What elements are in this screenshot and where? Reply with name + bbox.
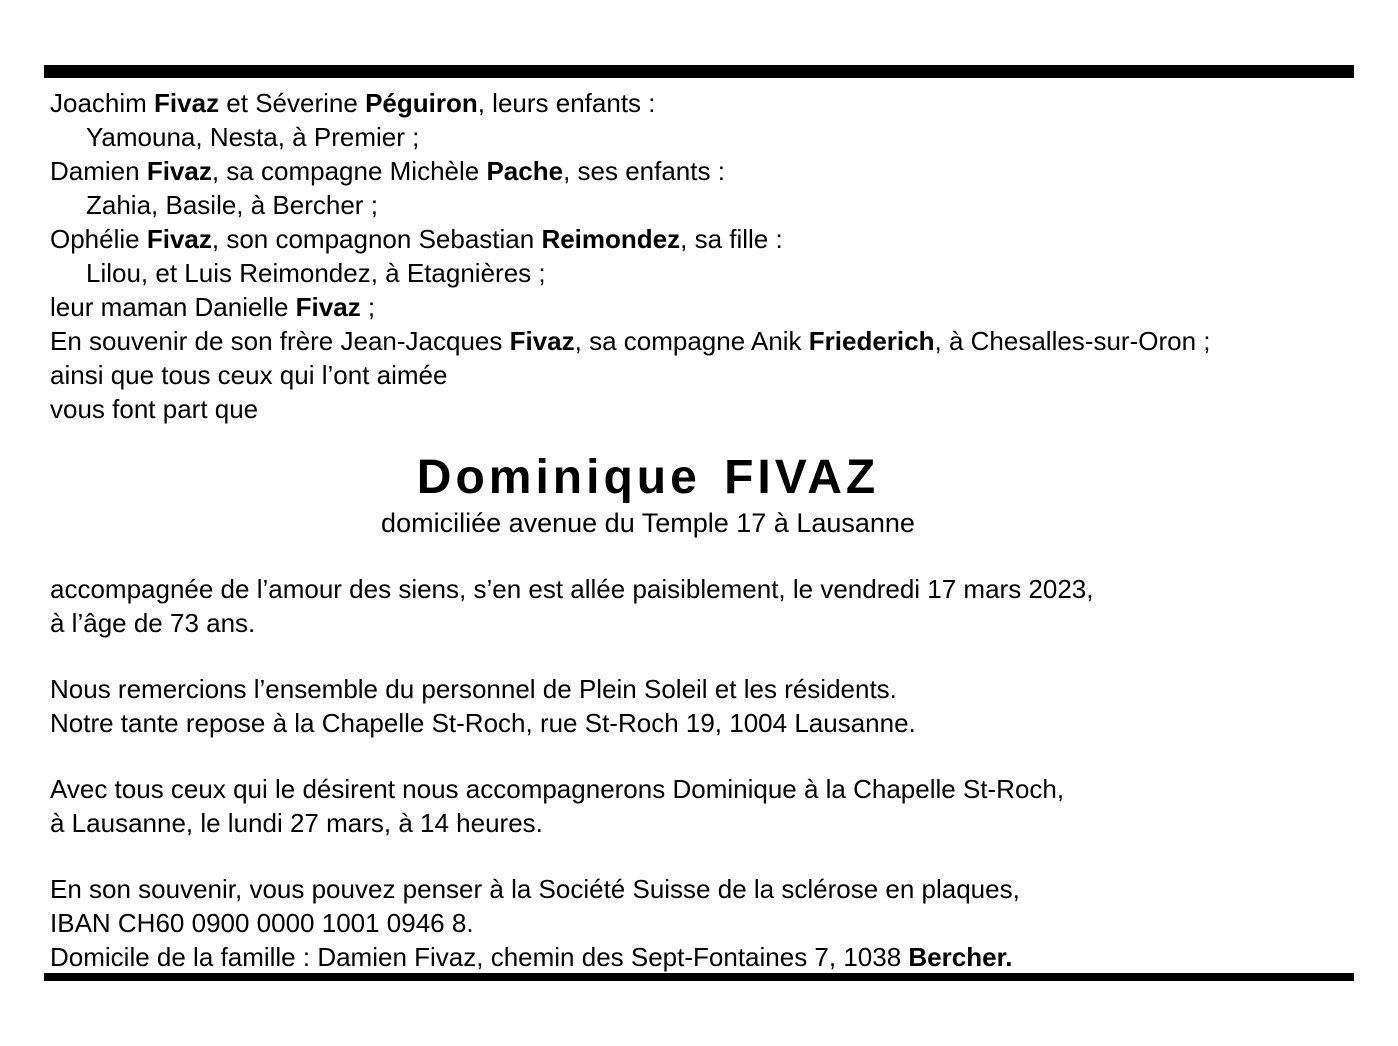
intro-line-8 — [50, 324, 1360, 358]
text-run-bold: Fivaz — [146, 156, 212, 186]
text-run-bold: Pache — [486, 156, 564, 186]
text-run-bold: Fivaz — [295, 292, 361, 322]
text-run: , sa fille : — [680, 224, 783, 254]
paragraph-line: En son souvenir, vous pouvez penser à la Société Suisse de la sclérose en plaques, — [50, 874, 1020, 904]
text-run-bold: Friederich — [808, 326, 935, 356]
text-run-bold: Fivaz — [154, 88, 220, 118]
intro-line-1 — [50, 86, 1360, 120]
text-run: , son compagnon Sebastian — [211, 224, 542, 254]
text-run: Zahia, Basile, à Bercher ; — [86, 190, 378, 220]
top-border-rule — [44, 65, 1354, 78]
donation-paragraph — [50, 872, 1360, 974]
paragraph-line: Notre tante repose à la Chapelle St-Roch, rue St-Roch 19, 1004 Lausanne. — [50, 708, 916, 738]
text-run-bold: Fivaz — [146, 224, 212, 254]
text-run: En souvenir de son frère Jean-Jacques — [50, 326, 510, 356]
paragraph-line: à Lausanne, le lundi 27 mars, à 14 heures. — [50, 808, 543, 838]
text-run: , à Chesalles-sur-Oron ; — [934, 326, 1211, 356]
paragraph-line: à l’âge de 73 ans. — [50, 608, 256, 638]
passing-paragraph — [50, 572, 1360, 640]
text-run: , sa compagne Michèle — [211, 156, 487, 186]
intro-line-6 — [50, 256, 1360, 290]
text-run: Ophélie — [50, 224, 147, 254]
domicile-line — [50, 940, 1360, 974]
text-run: ainsi que tous ceux qui l’ont aimée — [50, 360, 448, 390]
paragraph-line: accompagnée de l’amour des siens, s’en est allée paisiblement, le vendredi 17 mars 2023, — [50, 574, 1094, 604]
text-run: , leurs enfants : — [477, 88, 656, 118]
intro-line-2 — [50, 120, 1360, 154]
text-run: Domicile de la famille : Damien Fivaz, chemin des Sept-Fontaines 7, 1038 — [50, 942, 909, 972]
intro-line-5 — [50, 222, 1360, 256]
text-run: , ses enfants : — [563, 156, 725, 186]
paragraph-line: Nous remercions l’ensemble du personnel de Plein Soleil et les résidents. — [50, 674, 897, 704]
intro-line-3 — [50, 154, 1360, 188]
text-run-bold: Reimondez — [541, 224, 681, 254]
deceased-address-subtitle: domiciliée avenue du Temple 17 à Lausanne — [381, 508, 915, 538]
text-run: Lilou, et Luis Reimondez, à Etagnières ; — [86, 258, 546, 288]
intro-line-10 — [50, 392, 1360, 426]
text-run: ; — [360, 292, 376, 322]
text-run-bold: Péguiron — [365, 88, 478, 118]
paragraph-line: Avec tous ceux qui le désirent nous accompagnerons Dominique à la Chapelle St-Roch, — [50, 774, 1065, 804]
text-run-bold: Bercher. — [908, 942, 1013, 972]
text-run: , sa compagne Anik — [574, 326, 809, 356]
text-run: Joachim — [50, 88, 155, 118]
notice-content — [50, 78, 1360, 974]
family-intro — [50, 86, 1360, 426]
intro-line-7 — [50, 290, 1360, 324]
text-run: vous font part que — [50, 394, 259, 424]
text-run-bold: Fivaz — [509, 326, 575, 356]
intro-line-4 — [50, 188, 1360, 222]
deceased-name-title: Dominique FIVAZ — [416, 451, 880, 504]
thanks-paragraph — [50, 672, 1360, 740]
text-run: Damien — [50, 156, 147, 186]
iban-line: IBAN CH60 0900 0000 1001 0946 8. — [50, 908, 474, 938]
bottom-border-rule — [44, 973, 1354, 981]
text-run: leur maman Danielle — [50, 292, 296, 322]
intro-line-9 — [50, 358, 1360, 392]
ceremony-paragraph — [50, 772, 1360, 840]
text-run: et Séverine — [219, 88, 366, 118]
text-run: Yamouna, Nesta, à Premier ; — [86, 122, 420, 152]
